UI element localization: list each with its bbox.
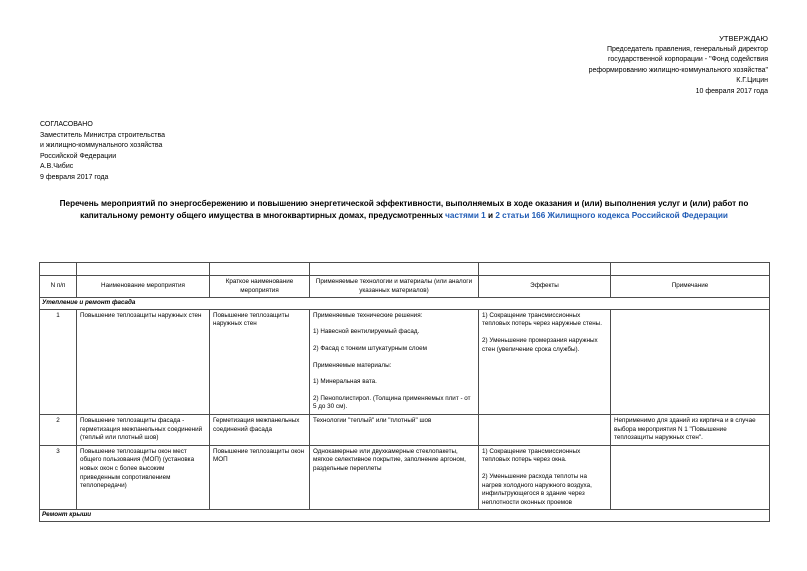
row-effects [479, 445, 611, 510]
effect-line: 1) Сокращение трансмиссионных тепловых потерь через окна. [482, 447, 581, 464]
row-number: 2 [40, 414, 77, 445]
measures-table [39, 262, 770, 522]
header-name: Наименование мероприятия [77, 276, 210, 298]
approval-line: реформированию жилищно-коммунального хозяйства" [588, 66, 768, 74]
approval-block [589, 34, 768, 98]
approval-line: К.Г.Цицин [736, 77, 768, 85]
section-row [40, 298, 770, 310]
tech-line: Применяемые технические решения: [313, 311, 423, 319]
header-effects: Эффекты [479, 276, 611, 298]
table-row [40, 414, 770, 445]
header-note: Примечание [611, 276, 770, 298]
approval-line: Председатель правления, генеральный директор [607, 45, 768, 53]
row-note: Неприменимо для зданий из кирпича и в случае выбора мероприятия N 1 "Повышение теплозащиты наружных стен". [611, 414, 770, 445]
effect-line: 2) Уменьшение промерзания наружных стен (увеличение срока службы). [482, 336, 598, 353]
tech-line: Технологии "теплый" или "плотный" шов [313, 416, 432, 424]
row-effects [479, 414, 611, 445]
tech-line: 2) Фасад с тонким штукатурным слоем [313, 344, 428, 352]
header-technologies: Применяемые технологии и материалы (или аналоги указанных материалов) [310, 276, 479, 298]
tech-line: Применяемые материалы: [313, 361, 392, 369]
effect-line: 2) Уменьшение расхода теплоты на нагрев холодного наружного воздуха, инфильтрующегося в здание через неплотности оконных проемов [482, 472, 592, 506]
title-text: Перечень мероприятий по энергосбережению и повышению энергетической эффективности, выполняемых в ходе оказания и (или) выполнения услуг и (или) работ по капитальному ремонту общего имущества в многоквартирных домах, предусмотренных [59, 199, 749, 220]
section-roof: Ремонт крыши [40, 510, 770, 522]
header-number: N п/п [40, 276, 77, 298]
row-technologies [310, 414, 479, 445]
title-text-mid: и [485, 210, 496, 220]
document-title [40, 198, 768, 221]
row-name: Повышение теплозащиты окон мест общего пользования (МОП) (установка новых окон с более высоким приведенным сопротивлением теплопередачи) [77, 445, 210, 510]
agreed-block [40, 120, 165, 184]
row-number: 1 [40, 309, 77, 414]
law-link-part2[interactable]: 2 статьи 166 Жилищного кодекса Российской Федерации [495, 210, 728, 220]
row-number: 3 [40, 445, 77, 510]
agreed-line: Российской Федерации [40, 152, 117, 160]
row-name: Повышение теплозащиты фасада - герметизация межпанельных соединений (теплый или плотный шов) [77, 414, 210, 445]
row-note [611, 445, 770, 510]
law-link-part1[interactable]: частями 1 [445, 210, 486, 220]
row-note [611, 309, 770, 414]
tech-line: 1) Навесной вентилируемый фасад. [313, 328, 420, 336]
agreed-line: 9 февраля 2017 года [40, 173, 109, 181]
table-row [40, 309, 770, 414]
approval-heading: УТВЕРЖДАЮ [719, 34, 768, 43]
agreed-line: и жилищно-коммунального хозяйства [40, 142, 163, 150]
agreed-heading: СОГЛАСОВАНО [40, 121, 93, 128]
row-short-name: Повышение теплозащиты окон МОП [210, 445, 310, 510]
approval-line: 10 февраля 2017 года [695, 87, 768, 95]
tech-line: 2) Пенополистирол. (Толщина применяемых плит - от 5 до 30 см). [313, 394, 471, 411]
row-name: Повышение теплозащиты наружных стен [77, 309, 210, 414]
row-short-name: Герметизация межпанельных соединений фасада [210, 414, 310, 445]
agreed-line: Заместитель Министра строительства [40, 131, 166, 139]
table-top-spacer [40, 263, 770, 276]
row-technologies [310, 309, 479, 414]
row-short-name: Повышение теплозащиты наружных стен [210, 309, 310, 414]
row-effects [479, 309, 611, 414]
header-short-name: Краткое наименование мероприятия [210, 276, 310, 298]
tech-line: Однокамерные или двухкамерные стеклопакеты, мягкое селективное покрытие, заполнение аргоном, раздельные переплеты [313, 447, 466, 472]
agreed-line: А.В.Чибис [40, 163, 74, 171]
tech-line: 1) Минеральная вата. [313, 378, 377, 386]
table-row [40, 445, 770, 510]
table-header-row [40, 276, 770, 298]
row-technologies [310, 445, 479, 510]
approval-line: государственной корпорации - "Фонд содействия [607, 56, 768, 64]
section-row [40, 510, 770, 522]
section-facade: Утепление и ремонт фасада [40, 298, 770, 310]
effect-line: 1) Сокращение трансмиссионных тепловых потерь через наружные стены. [482, 311, 602, 328]
